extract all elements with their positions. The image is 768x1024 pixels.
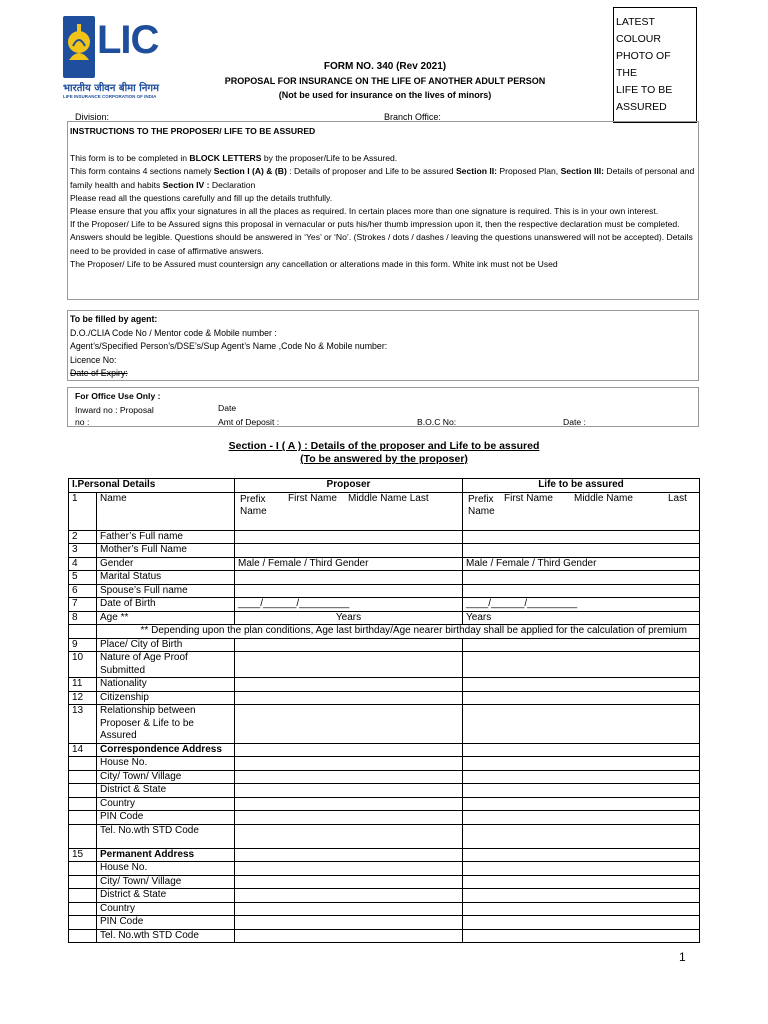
agent-code-field: D.O./CLIA Code No / Mentor code & Mobile number : [70,327,277,338]
photo-box-line: LIFE TO BE [616,84,673,96]
dob-cell[interactable]: ____/______/_________ [463,598,700,612]
lic-emblem-icon [63,16,95,78]
input-cell[interactable] [463,638,700,652]
input-cell[interactable] [235,757,463,771]
table-row: Country [69,797,700,811]
licence-no-field: Licence No: [70,354,117,365]
lic-logo [63,16,173,102]
form-subtitle: (Not be used for insurance on the lives of minors) [278,90,492,100]
age-cell[interactable]: Years [235,611,463,625]
input-cell[interactable] [235,638,463,652]
table-row: 11 Nationality [69,678,700,692]
input-cell[interactable] [235,824,463,848]
logo-text: LIC [97,18,159,62]
logo-hindi-text: भारतीय जीवन बीमा निगम [63,83,159,94]
table-row: PIN Code [69,916,700,930]
table-row: District & State [69,889,700,903]
permanent-address-label: Permanent Address [97,848,235,862]
table-header-row [69,479,700,493]
table-row: Tel. No.wth STD Code [69,929,700,943]
input-cell[interactable] [463,705,700,744]
input-cell[interactable] [463,824,700,848]
input-cell[interactable] [463,678,700,692]
input-cell[interactable] [463,691,700,705]
input-cell[interactable] [235,848,463,862]
proposer-name-cell[interactable]: Prefix Name First Name Middle Name Last [235,492,463,530]
input-cell[interactable] [463,544,700,558]
input-cell[interactable] [463,757,700,771]
table-row: 13 Relationship between Proposer & Life to be Assured [69,705,700,744]
office-use-box[interactable] [67,387,699,427]
input-cell[interactable] [463,743,700,757]
boc-no-label: B.O.C No: [417,417,457,427]
input-cell[interactable] [463,770,700,784]
input-cell[interactable] [463,848,700,862]
instruction-line: This form contains 4 sections namely Section I (A) & (B) : Details of proposer and Life to be assured Section II: Proposed Plan, Section III: Details of personal and family health and habits Section IV : Declaration [70,166,695,190]
instructions-title: INSTRUCTIONS TO THE PROPOSER/ LIFE TO BE ASSURED [70,126,316,136]
input-cell[interactable] [463,530,700,544]
agent-title: To be filled by agent: [70,314,158,324]
photo-box-line: PHOTO OF THE [616,50,671,79]
table-row: 2 Father’s Full name [69,530,700,544]
table-row: 14 Correspondence Address [69,743,700,757]
input-cell[interactable] [463,889,700,903]
logo-english-text: LIFE INSURANCE CORPORATION OF INDIA [63,94,157,99]
amt-deposit-label: Amt of Deposit : [218,417,280,427]
input-cell[interactable] [235,743,463,757]
office-title: For Office Use Only : [75,391,161,401]
input-cell[interactable] [235,584,463,598]
table-row: 7 Date of Birth ____/______/_________ ____/______/_________ [69,598,700,612]
input-cell[interactable] [463,902,700,916]
age-cell[interactable]: Years [463,611,700,625]
table-row: Tel. No.wth STD Code [69,824,700,848]
agent-box[interactable] [67,310,699,381]
input-cell[interactable] [235,862,463,876]
input-cell[interactable] [235,530,463,544]
table-row: City/ Town/ Village [69,875,700,889]
instruction-line: If the Proposer/ Life to be Assured signs this proposal in vernacular or puts his/her thumb impression upon it, then the respective declaration must be completed. [70,219,680,230]
table-row [69,625,700,639]
form-number: FORM NO. 340 (Rev 2021) [323,61,447,72]
table-row: 4 Gender Male / Female / Third Gender Male / Female / Third Gender [69,557,700,571]
instructions-box [67,121,699,300]
table-row: 15 Permanent Address [69,848,700,862]
header-proposer: Proposer [235,479,463,493]
instruction-line: Please read all the questions carefully and fill up the details truthfully. [70,192,333,203]
input-cell[interactable] [463,797,700,811]
table-row: 1 Name Prefix Name First Name Middle Name Last Prefix Name First Name Middle Name Last [69,492,700,530]
gender-cell[interactable]: Male / Female / Third Gender [463,557,700,571]
office-date-label: Date [218,403,237,413]
input-cell[interactable] [235,797,463,811]
input-cell[interactable] [463,875,700,889]
inward-no-label: Inward no : Proposal [75,405,154,415]
input-cell[interactable] [463,784,700,798]
input-cell[interactable] [463,652,700,678]
input-cell[interactable] [235,784,463,798]
table-row: Country [69,902,700,916]
form-title: PROPOSAL FOR INSURANCE ON THE LIFE OF ANOTHER ADULT PERSON [224,76,546,86]
dob-cell[interactable]: ____/______/_________ [235,598,463,612]
inward-no-label-cont: no : [75,417,90,427]
photo-box[interactable] [613,7,697,123]
input-cell[interactable] [463,811,700,825]
input-cell[interactable] [235,929,463,943]
table-row: House No. [69,757,700,771]
input-cell[interactable] [235,571,463,585]
input-cell[interactable] [463,862,700,876]
input-cell[interactable] [235,544,463,558]
input-cell[interactable] [235,652,463,678]
table-row: District & State [69,784,700,798]
instruction-line: This form is to be completed in BLOCK LETTERS by the proposer/Life to be Assured. [70,153,398,164]
input-cell[interactable] [235,811,463,825]
table-row: 5 Marital Status [69,571,700,585]
section-title: Section - I ( A ) : Details of the proposer and Life to be assured (To be answered by the proposer) [228,440,540,465]
table-row: 6 Spouse’s Full name [69,584,700,598]
input-cell[interactable] [463,929,700,943]
instruction-line: Please ensure that you affix your signatures in all the places as required. In certain places more than one signature is required. This is in your own interest. [70,206,659,217]
life-assured-name-cell[interactable]: Prefix Name First Name Middle Name Last [463,492,700,530]
input-cell[interactable] [235,916,463,930]
table-row: PIN Code [69,811,700,825]
page-number: 1 [679,950,686,964]
table-row: 3 Mother’s Full Name [69,544,700,558]
instruction-line: The Proposer/ Life to be Assured must countersign any cancellation or alterations made in this form. White ink must not be Used [70,258,558,269]
age-note: ** Depending upon the plan conditions, Age last birthday/Age nearer birthday shall be applied for the calculation of premium [97,625,700,639]
input-cell[interactable] [235,770,463,784]
table-row: 12 Citizenship [69,691,700,705]
office-date2-label: Date : [563,417,586,427]
table-row: City/ Town/ Village [69,770,700,784]
agent-name-field: Agent’s/Specified Person’s/DSE’s/Sup Agent’s Name ,Code No & Mobile number: [70,341,388,351]
table-row: 10 Nature of Age Proof Submitted [69,652,700,678]
personal-details-table [68,478,700,943]
input-cell[interactable] [235,678,463,692]
correspondence-address-label: Correspondence Address [97,743,235,757]
header-life-assured: Life to be assured [463,479,700,493]
branch-office-label: Branch Office: [384,112,441,122]
input-cell[interactable] [463,916,700,930]
table-row: 8 Age ** Years Years [69,611,700,625]
input-cell[interactable] [235,889,463,903]
photo-box-line: ASSURED [616,101,667,113]
input-cell[interactable] [463,571,700,585]
division-label: Division: [75,112,110,122]
instruction-line: Answers should be legible. Questions should be answered in ‘Yes’ or ‘No’. (Strokes / dots / dashes / leaving the questions unanswered will not be accepted). Details need to be provided in case of affirmative answers. [70,232,693,256]
input-cell[interactable] [463,584,700,598]
input-cell[interactable] [235,875,463,889]
table-row: House No. [69,862,700,876]
input-cell[interactable] [235,902,463,916]
table-row: 9 Place/ City of Birth [69,638,700,652]
gender-cell[interactable]: Male / Female / Third Gender [235,557,463,571]
photo-box-line: LATEST COLOUR [616,16,661,45]
date-of-expiry-field: Date of Expiry: [70,368,128,378]
header-personal-details: I.Personal Details [69,479,235,493]
form-header [200,60,570,102]
input-cell[interactable] [235,705,463,744]
input-cell[interactable] [235,691,463,705]
